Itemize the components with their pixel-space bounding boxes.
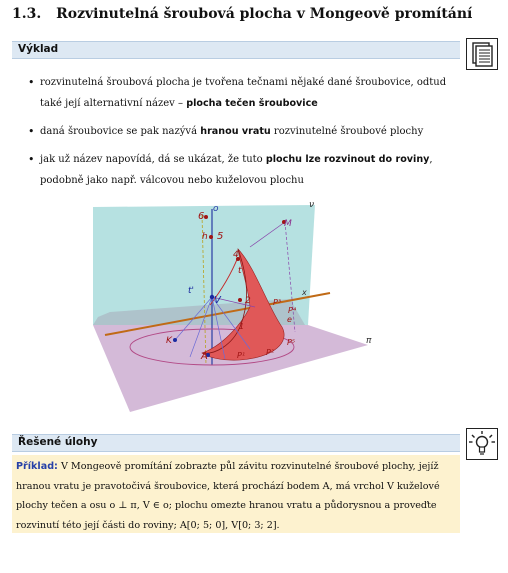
task-text: V Mongeově promítání zobrazte půl závitu rozvinutelné šroubové plochy, jejíž hranou vratu je pravotočivá šroubovice, která prochází bodem A, má vrchol V kuželové plochy tečen a osu o ⊥ π, V ∈ o; plochu omezte hranou vratu a půdorysnou a proveďte rozvinutí této její části do roviny; A[0; 5; 0], V[0; 3; 2].: [16, 461, 440, 531]
svg-text:t: t: [238, 266, 242, 276]
svg-text:t': t': [188, 286, 195, 296]
svg-text:P¹: P¹: [237, 351, 246, 360]
svg-text:e: e: [287, 315, 292, 324]
svg-text:o: o: [213, 204, 219, 214]
svg-text:π: π: [366, 336, 372, 346]
svg-text:x: x: [302, 288, 307, 297]
svg-text:P⁵: P⁵: [287, 338, 296, 347]
svg-text:V: V: [214, 295, 221, 306]
svg-text:A: A: [201, 351, 208, 362]
reseni-label: Řešené úlohy: [18, 436, 98, 448]
svg-text:K: K: [166, 336, 172, 346]
svg-text:h: h: [202, 232, 208, 242]
section-title: Rozvinutelná šroubová plocha v Mongeově promítání: [56, 6, 473, 22]
svg-text:1: 1: [239, 322, 245, 331]
section-number: 1.3.: [12, 6, 42, 22]
notes-icon: [466, 38, 498, 70]
svg-text:2: 2: [245, 296, 251, 306]
svg-text:5: 5: [217, 231, 224, 242]
bullet-item: • rozvinutelná šroubová plocha je tvořena tečnami nějaké dané šroubovice, odtud také její alternativní název – plocha tečen šroubovice: [28, 72, 460, 114]
bullet-list: [28, 72, 460, 198]
svg-text:4: 4: [233, 250, 239, 260]
vyklad-label: Výklad: [18, 43, 59, 55]
svg-text:M: M: [284, 219, 292, 229]
developable-helicoid-figure: [90, 197, 380, 417]
svg-text:6: 6: [198, 211, 205, 222]
task-label: Příklad:: [16, 461, 58, 472]
svg-text:P⁴: P⁴: [288, 306, 297, 315]
lightbulb-icon: [466, 428, 498, 460]
vyklad-header: [12, 41, 460, 59]
example-task: [12, 455, 460, 533]
svg-text:ν: ν: [309, 200, 315, 210]
svg-text:P³: P³: [273, 298, 282, 307]
svg-text:P²: P²: [266, 348, 275, 357]
section-heading: [12, 6, 472, 22]
bullet-item: • jak už název napovídá, dá se ukázat, že tuto plochu lze rozvinout do roviny, podobně jako např. válcovou nebo kuželovou plochu: [28, 149, 460, 191]
bullet-item: • daná šroubovice se pak nazývá hranou vratu rozvinutelné šroubové plochy: [28, 121, 460, 142]
reseni-header: [12, 434, 460, 452]
